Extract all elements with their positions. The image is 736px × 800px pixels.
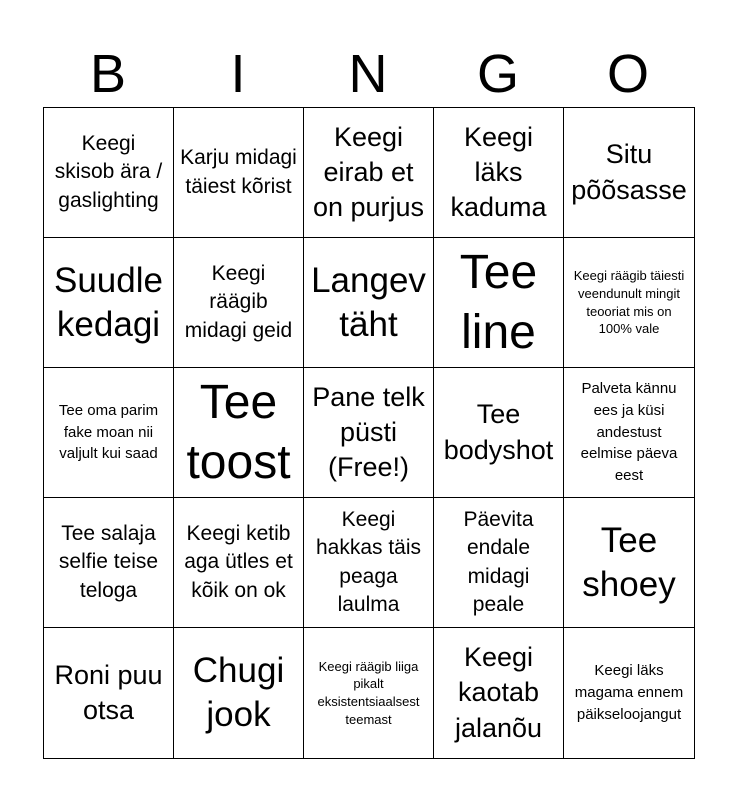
bingo-cell: Keegi räägib liiga pikalt eksistentsiaalsest teemast: [304, 628, 434, 758]
bingo-cell: Päevita endale midagi peale: [434, 498, 564, 628]
bingo-cell: Keegi skisob ära / gaslighting: [44, 108, 174, 238]
bingo-cell: Keegi kaotab jalanõu: [434, 628, 564, 758]
bingo-cell-free-space: Pane telk püsti (Free!): [304, 368, 434, 498]
bingo-cell: Keegi läks magama ennem päikseloojangut: [574, 662, 684, 723]
bingo-cell: Tee shoey: [564, 498, 694, 628]
header-letter-o: O: [606, 44, 649, 104]
header-letter-n: N: [348, 44, 388, 104]
header-letter-b: B: [89, 44, 127, 104]
bingo-header: [43, 40, 693, 108]
bingo-cell: Keegi ketib aga ütles et kõik on ok: [174, 498, 304, 628]
bingo-cell: Langev täht: [304, 238, 434, 368]
bingo-cell: Suudle kedagi: [44, 238, 174, 368]
bingo-cell: Keegi hakkas täis peaga laulma: [304, 498, 434, 628]
header-letter-g: G: [476, 44, 519, 104]
bingo-cell: Roni puu otsa: [44, 628, 174, 758]
bingo-cell: Tee oma parim fake moan nii valjult kui saad: [44, 368, 174, 498]
bingo-cell: Tee bodyshot: [434, 368, 564, 498]
bingo-cell: Keegi eirab et on purjus: [304, 108, 434, 238]
bingo-cell: Keegi räägib täiesti veendunult mingit teooriat mis on 100% vale: [564, 238, 694, 368]
bingo-cell: Tee salaja selfie teise teloga: [44, 498, 174, 628]
bingo-cell: Karju midagi täiest kõrist: [174, 108, 304, 238]
bingo-cell: Keegi räägib midagi geid: [174, 238, 304, 368]
bingo-cell: Keegi läks kaduma: [434, 108, 564, 238]
header-letter-i: I: [230, 44, 246, 104]
bingo-cell: Chugi jook: [174, 628, 304, 758]
bingo-cell: Tee toost: [174, 368, 304, 498]
bingo-cell: Situ põõsasse: [564, 108, 694, 238]
bingo-board: [43, 107, 695, 759]
bingo-cell: Tee line: [434, 238, 564, 368]
bingo-cell: Palveta kännu ees ja küsi andestust eelmise päeva eest: [564, 368, 694, 498]
